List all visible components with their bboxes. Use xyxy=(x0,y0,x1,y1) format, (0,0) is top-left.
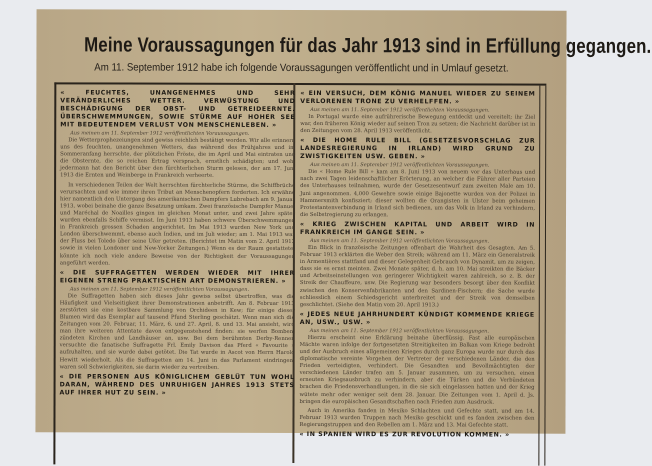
section-paragraph: Hierzu erscheint eine Erklärung beinahe überflüssig. Fast alle europäischen Mächte waren infolge der fortgesetzten Streitigkeiten im Balkan vom Kriege bedroht und der Ausbruch eines allgemeinen Krieges durch ganz Europa wurde nur durch das diplomatische vereinte Vorgehen der Vertreter der verschiedenen Länder, die den Frieden verteidigten, verhindert. Die Gesandten und Bevollmächtigten der verschiedenen Länder trafen am 5. Januar zusammen, um zu versuchen, einen erneuten Kriegsausbruch zu verhindern, aber die Türken und die Verbündeten brachen die Friedensverhandlungen, in die sie sich eingelassen hatten und der Krieg wütete mehr oder weniger seit dem 28. Januar. Die Zeitungen vom 1. April d. Js. bringen die europäischen Gesandtschaften nach Frieden zum Ausdruck. xyxy=(299,334,535,406)
section-paragraph: Die Wetterprophezeiungen sind gewiss reichlich bestätigt worden. Wir alle erinnern uns des feuchten, unangenehmen Wetters, das während des Frühjahres und im Sommeranfang herrschte, der plötzlichen Fröste, die im April und Mai eintraten und die Obsternte, die so reichen Ertrag versprach, ernstlich schädigten; und wohl jedermann hat den Bericht über den fürchterlichen Sturm gelesen, der am 17. Juni 1913 die Ernten und Weinberge in Frankreich verheerte. xyxy=(60,137,296,180)
page-title: Meine Voraussagungen für das Jahr 1913 sind in Erfüllung gegangen. xyxy=(84,33,652,58)
prediction-section xyxy=(299,311,534,430)
section-heading: « DIE HOME RULE BILL (GESETZESVORSCHLAG ZUR LANDESREGIERUNG IN IRLAND) WIRD GRUND ZU ZWISTIGKEITEN USW. GEBEN. » xyxy=(300,137,536,161)
section-heading: « DIE PERSONEN AUS KÖNIGLICHEM GEBLÜT TUN WOHL DARAN, WÄHREND DES UNRUHIGEN JAHRES 1913 STETS AUF IHRER HUT ZU SEIN. » xyxy=(59,373,295,397)
prediction-section xyxy=(300,137,535,219)
prediction-section xyxy=(60,89,295,267)
section-heading: « KRIEG ZWISCHEN KAPITAL UND ARBEIT WIRD IN FRANKREICH IM GANGE SEIN. » xyxy=(299,220,536,237)
section-source-note: Aus meinen am 11. September 1912 veröffentlichten Voraussagungen. xyxy=(70,130,250,137)
document-sheet xyxy=(35,9,652,439)
section-paragraph: Ein Blick in französische Zeitungen offenbart die Wahrheit des Gesagten. Am 5. Februar 1913 erklärten die Weber den Streik; während am 11. März ein Generalstreik in Armentières stattfand und dieser Gelegenheit Gebrauch von Dynamit, um zu zeigen, dass sie es ernst meinten. Zwei Monate später, d. h. am 10. Mai streikten die Bäcker und Arbeitseinstellungen von geringerer Wichtigkeit waren zahlreich, so z. B. der Streik der Chauffeure, usw. Die Regierung war besonders besorgt über den Konflikt zwischen den Konservenfabrikanten und den Sardinen-Fischern; die Sache wurde schliesslich einem Schiedsgericht unterbreitet und der Streik von demselben geschlichtet. (Siehe den Matin vom 20. April 1913.) xyxy=(299,244,535,309)
section-paragraph: Auch in Amerika fanden in Mexiko Schlachten und Gefechte statt, und am 14. Februar 1913 wurden Truppen nach Mexiko geschickt und es fanden zwischen den Regierungstruppen und den Rebellen am 1. März und 13. Mai Gefechte statt. xyxy=(299,407,535,429)
prediction-section xyxy=(300,90,535,136)
prediction-section xyxy=(60,269,295,372)
section-heading: « EIN VERSUCH, DEM KÖNIG MANUEL WIEDER ZU SEINEM VERLORENEN TRONE ZU VERHELFFEN. » xyxy=(300,89,536,106)
right-column xyxy=(299,90,535,441)
prediction-section xyxy=(60,373,295,398)
section-paragraph: In Portugal wurde eine aufrührerische Bewegung entdeckt und vereitelt; ihr Ziel war, den früheren König wieder auf seinen Tron zu setzen; die Nachricht darüber ist in den Zeitungen vom 28. April 1913 veröffentlicht. xyxy=(300,114,536,135)
section-source-note: Aus meinen am 11. September 1912 veröffentlichten Voraussagungen. xyxy=(69,286,250,293)
section-paragraph: In verschiedenen Teilen der Welt herrschten fürchterliche Stürme, die Schiffbrüche verursachten und wie immer ihren Tribut an Menschenopfern forderten. Ich erwähne hier namentlich den Untergang des amerikanischen Dampfers Lubrebach am 9. Januar 1913, wobei beinahe die ganze Besatzung umkam. Zwei französische Dampfer Manuel und Maréchal de Noailles gingen im gleichen Monat unter, und zwei Jahre später wurden ebenfalls Schiffe vermisst. Im Juni 1913 haben schwere Überschwemmungen in Frankreich grossen Schaden angerichtet. Im Mai 1913 wurden New York und London überschwemmt, ebenso auch Indien, und im Juli wieder; am 1. Mai 1913 war der Fluss bei Toledo über seine Ufer getreten. (Berichtet im Matin vom 2. April 1913 sowie in vielen Londoner und New-Yorker Zeitungen.) Wenn es der Raum gestattete, könnte ich noch viele andere Beweise von der Richtigkeit der Voraussagungen angeführt werden. xyxy=(59,181,296,267)
section-heading: « IN SPANIEN WIRD ES ZUR REVOLUTION KOMMEN. » xyxy=(299,430,510,439)
left-column xyxy=(60,89,296,398)
section-paragraph: Die « Home Rule Bill » kam am 8. Juni 1913 von neuem vor das Unterhaus und nach zwei Tagen leidenschaftlicher Erörterung, an welcher die Führer aller Parteien des Unterhauses teilnahmen, wurde der Gesetzesentwurf zum zweiten Male am 10. Juni angenommen. 4,000 Gewehre sowie einige Bajonette wurden von der Polizei in Hammersmith konfisziert; dieser wollten die Orangisten in Ulster beim geheimen Protestantenverbindung in Irland sich bedienen, um das Volk in Irland zu verhindern, die Selbstregierung zu erlangen. xyxy=(300,169,536,219)
section-source-note: Aus meinen am 11. September 1912 veröffentlichten Voraussagungen. xyxy=(309,327,489,335)
page-subtitle: Am 11. September 1912 habe ich folgende Voraussagungen veröffentlicht und in Umlauf gesetzt. xyxy=(94,61,509,75)
section-source-note: Aus meinen am 11. September 1912 veröffentlichten Voraussagungen. xyxy=(310,107,490,114)
prediction-section xyxy=(300,221,535,309)
section-paragraph: Die Suffragetten haben sich dieses Jahr gewiss selbst übertroffen, was die Häufigkeit und Vielseitigkeit ihrer Demonstrationen anbetrifft. Am 8. Februar 1913 zerstörten sie eine kostbare Sammlung von Orchideen in Kew; für einige dieser Blumen wird das Exemplar auf tausend Pfund Sterling geschätzt. Wenn man sich die Zeitungen vom 20. Februar, 11. März, 6. und 27. April, 8. und 13. Mai ansieht, wird man ihre weiteren Attentate davon entgegenstehend finden: sie werfen Bomben, zündeten Kirchen und Landhäuser an, usw. Bei dem berühmten Derby-Rennen versuchte die fanatische Suffragette Frl. Emily Davison das Pferd « Favourite » aufzuhalten, und sie wurde dabei getötet. Die Tat wurde in Ascot von Herrn Harold Hewitt wiederholt. Als die Suffragetten am 14. Juni in das Parlament eindringen, waren soll Schwierigkeiten, sie darin wieder zu vertreiben. xyxy=(59,293,295,371)
section-source-note: Aus meinen am 11. September 1912 veröffentlichten Voraussagungen. xyxy=(309,237,490,245)
section-heading: « JEDES NEUE JAHRHUNDERT KÜNDIGT KOMMENDE KRIEGE AN, USW., USW. » xyxy=(299,310,535,326)
section-heading: « FEUCHTES, UNANGENEHMES UND SEHR VERÄNDERLICHES WETTER. VERWÜSTUNG UND BESCHÄDIGUNG DER OBST- UND GETREIDEERNTE. ÜBERSCHWEMMUNGEN, SOWIE STÜRME AUF HOHER SEE MIT BEDEUTENDEM VERLUST VON MENSCHENLEBEN. » xyxy=(60,89,296,129)
section-heading: « DIE SUFFRAGETTEN WERDEN WIEDER MIT IHRER EIGENEN STRENG PRAKTISCHEN ART DEMONSTRIEREN. » xyxy=(59,269,295,285)
prediction-section xyxy=(299,431,534,440)
section-source-note: Aus meinen am 11. September 1912 veröffentlichten Voraussagungen. xyxy=(310,162,490,169)
